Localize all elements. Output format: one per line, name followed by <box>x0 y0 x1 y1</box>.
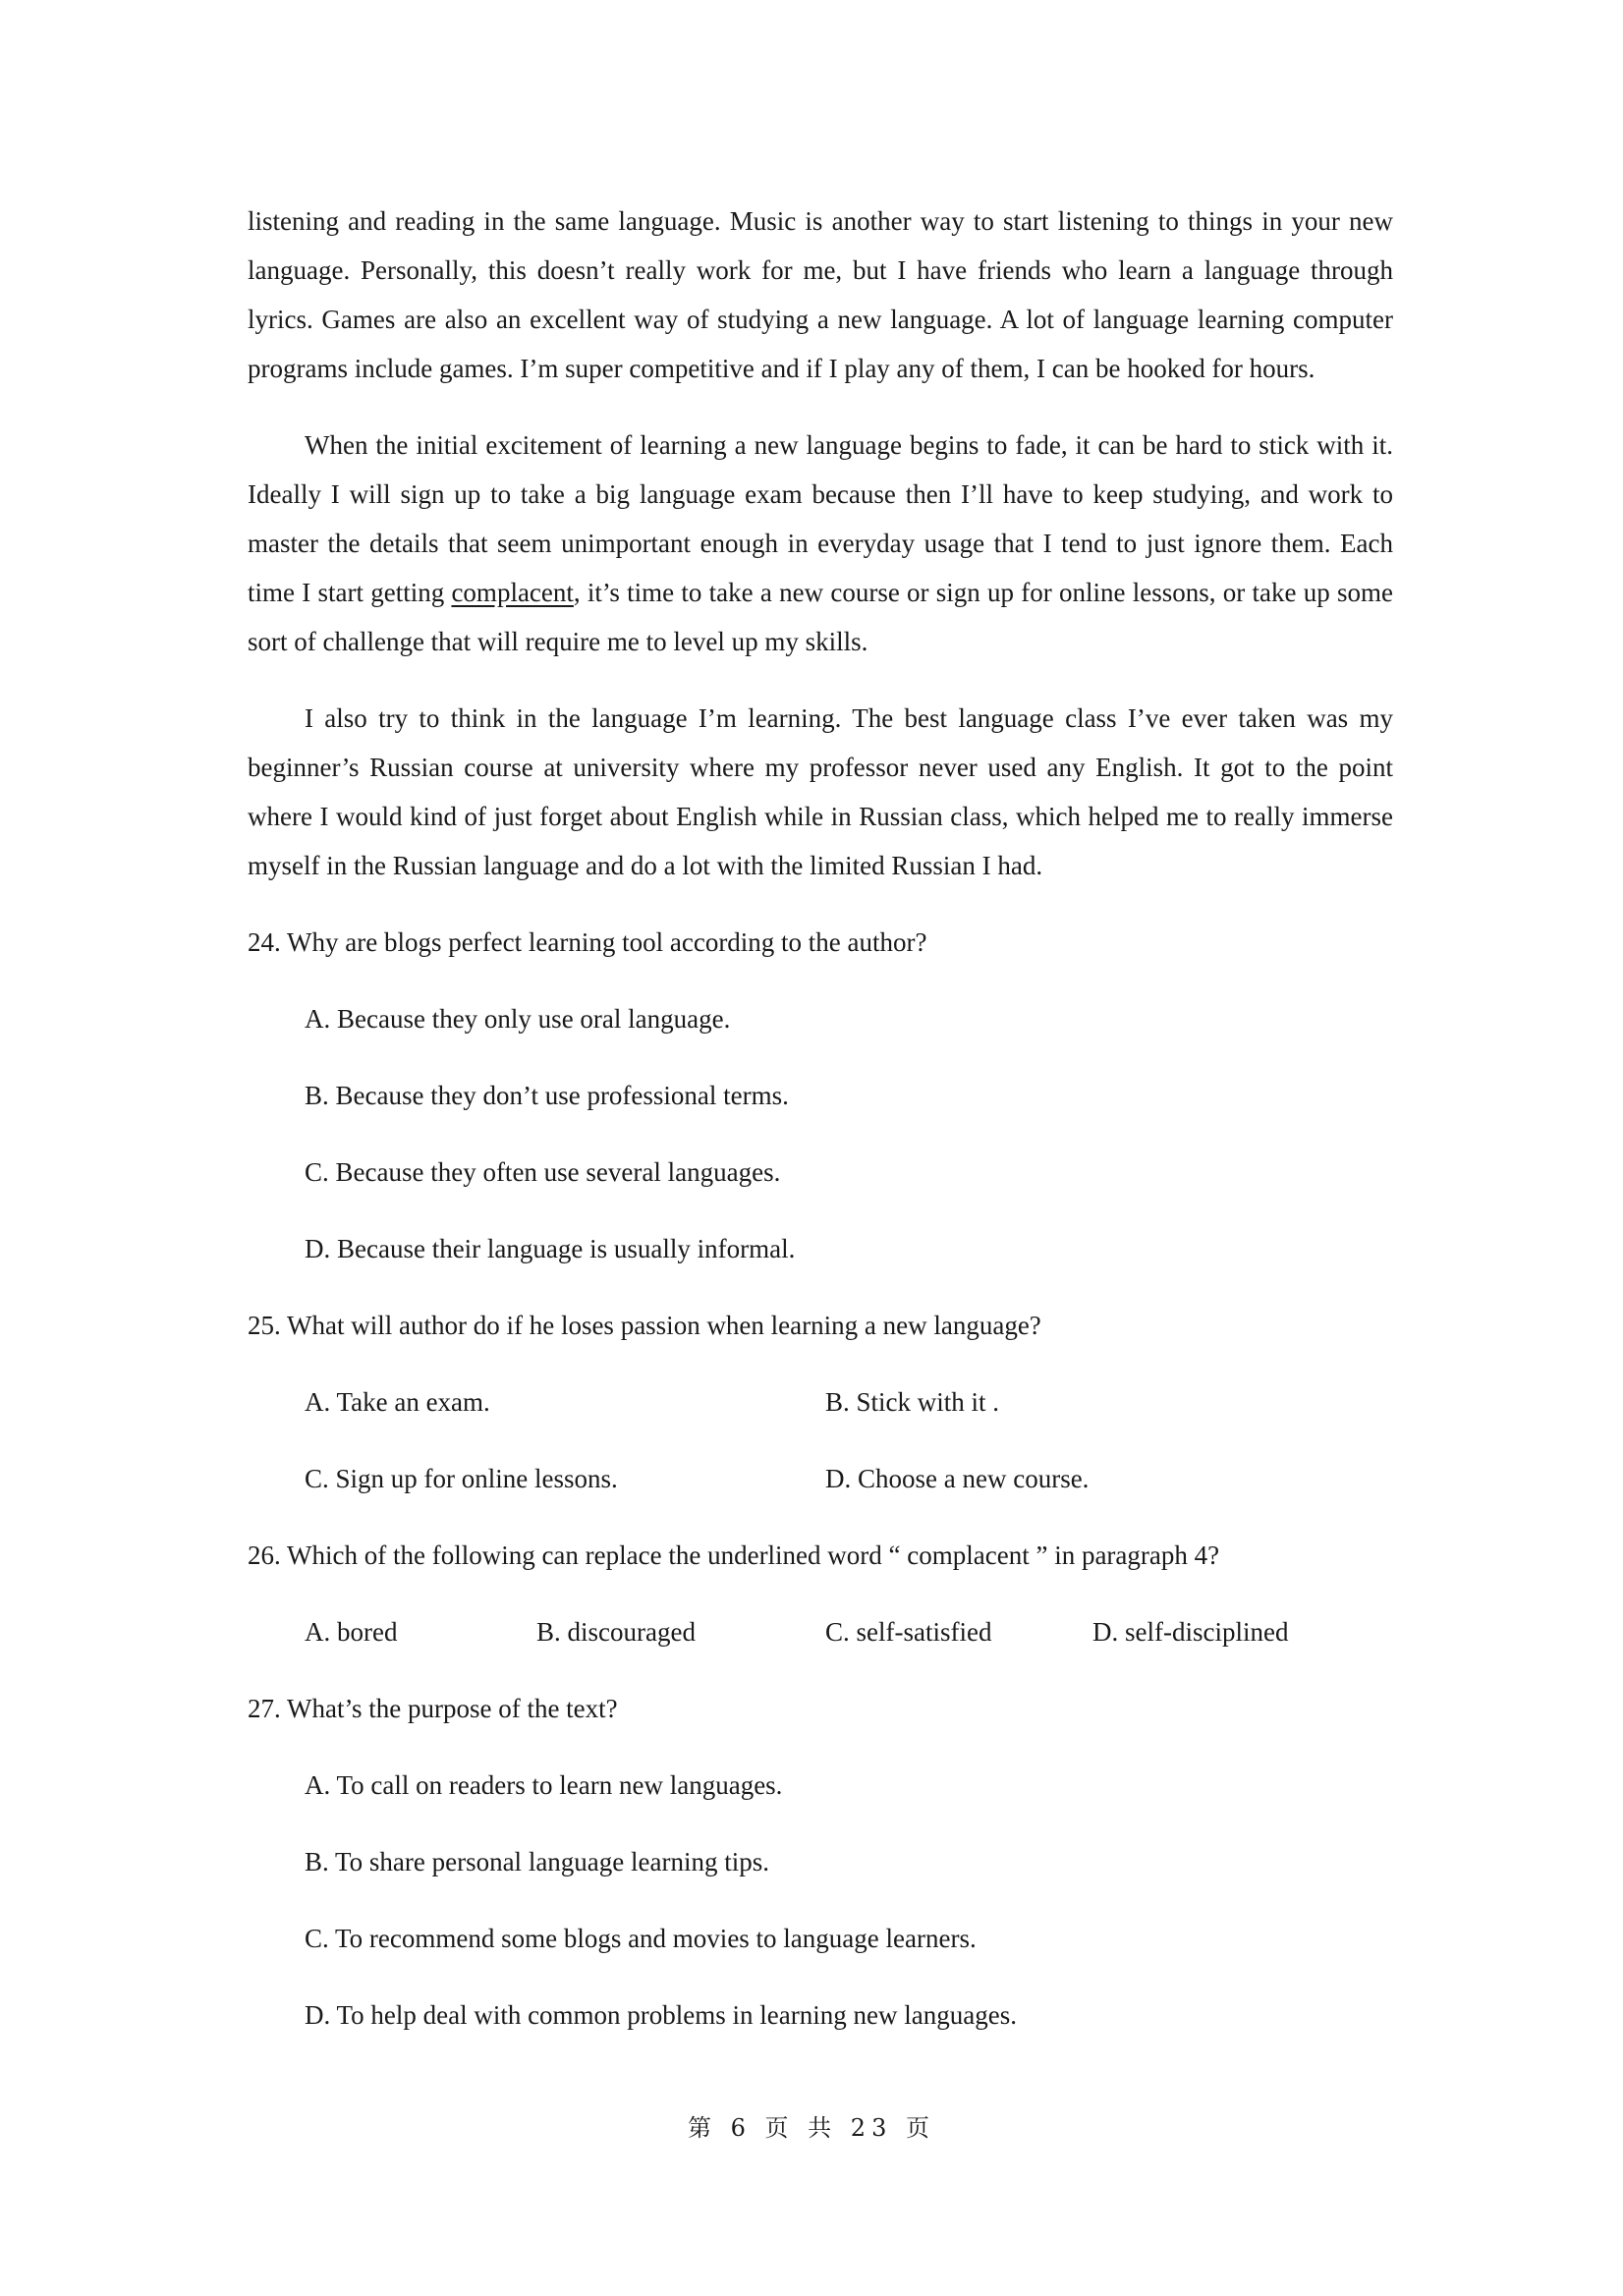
question-25-options-row-2 <box>305 1454 1393 1503</box>
question-27-option-b: B. To share personal language learning tips. <box>305 1847 769 1876</box>
question-27-option-d: D. To help deal with common problems in learning new languages. <box>305 2000 1017 2030</box>
question-25-options-row-1 <box>305 1377 1393 1427</box>
question-24-option-d: D. Because their language is usually informal. <box>305 1234 796 1263</box>
paragraph-motivation-text-end: , it’s time to take a new course or sign up for online lessons, or take up some sort of challenge that will require me to level up my skills. <box>248 578 1393 656</box>
page-number-footer: 第 6 页 共 23 页 <box>688 2114 935 2142</box>
question-27-option-a: A. To call on readers to learn new languages. <box>305 1770 783 1800</box>
paragraph-think-in-language: I also try to think in the language I’m learning. The best language class I’ve ever taken was my beginner’s Russian course at university where my professor never used any English. It got to the point where I would kind of just forget about English while in Russian class, which helped me to really immerse myself in the Russian language and do a lot with the limited Russian I had. <box>248 703 1393 880</box>
question-25-option-d: D. Choose a new course. <box>825 1464 1090 1493</box>
question-26-option-b: B. discouraged <box>536 1617 696 1647</box>
question-26-options-row <box>305 1607 1393 1656</box>
question-24-option-a: A. Because they only use oral language. <box>305 1004 731 1034</box>
question-25-stem: 25. What will author do if he loses passion when learning a new language? <box>248 1311 1041 1340</box>
question-26-option-a: A. bored <box>305 1617 398 1647</box>
underlined-word-complacent: complacent <box>451 578 574 607</box>
paragraph-continued: listening and reading in the same language. Music is another way to start listening to things in your new language. Personally, this doesn’t really work for me, but I have friends who learn a language through lyrics. Games are also an excellent way of studying a new language. A lot of language learning computer programs include games. I’m super competitive and if I play any of them, I can be hooked for hours. <box>248 206 1393 383</box>
question-27-option-c: C. To recommend some blogs and movies to language learners. <box>305 1924 977 1953</box>
question-25-option-c: C. Sign up for online lessons. <box>305 1464 618 1493</box>
question-26-stem: 26. Which of the following can replace the underlined word “ complacent ” in paragraph 4? <box>248 1540 1220 1570</box>
document-page <box>248 196 1393 2067</box>
question-26-option-c: C. self-satisfied <box>825 1617 992 1647</box>
paragraph-motivation <box>248 420 1393 666</box>
question-25-option-a: A. Take an exam. <box>305 1387 490 1417</box>
question-24-stem: 24. Why are blogs perfect learning tool according to the author? <box>248 927 927 957</box>
paragraph-motivation-text-start: When the initial excitement of learning a new language begins to fade, it can be hard to stick with it. Ideally I will sign up to take a big language exam because then I’ll have to keep studying, and work to master the details that seem unimportant enough in everyday usage that I tend to just ignore them. Each time I start getting <box>248 430 1393 607</box>
question-24-option-c: C. Because they often use several languages. <box>305 1157 781 1187</box>
question-24-option-b: B. Because they don’t use professional terms. <box>305 1081 789 1110</box>
question-27-stem: 27. What’s the purpose of the text? <box>248 1694 618 1723</box>
question-25-option-b: B. Stick with it . <box>825 1387 1000 1417</box>
question-26-option-d: D. self-disciplined <box>1092 1617 1289 1647</box>
